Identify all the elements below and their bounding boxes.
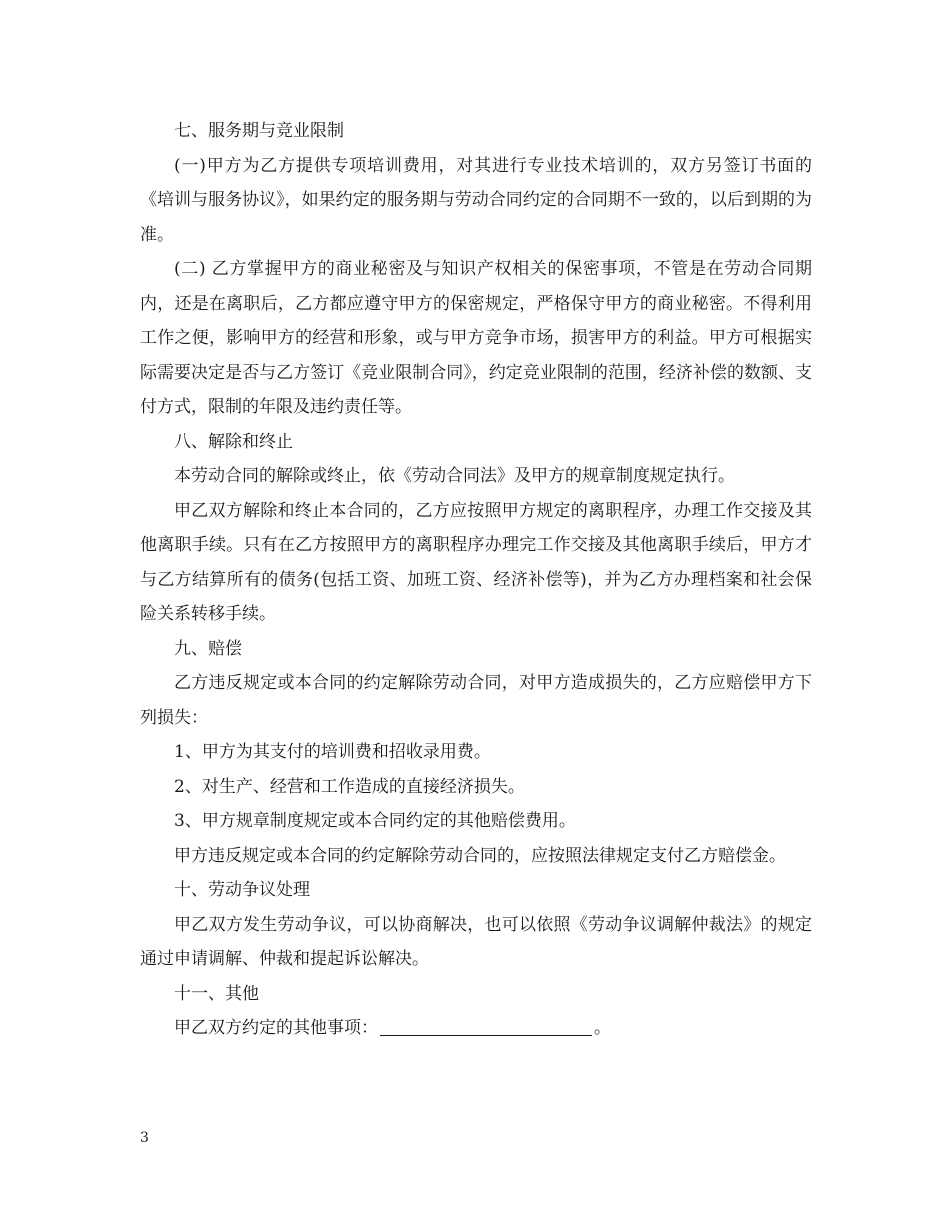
section-heading-7: 七、服务期与竞业限制 xyxy=(174,121,344,141)
paragraph: 乙方违反规定或本合同的约定解除劳动合同，对甲方造成损失的，乙方应赔偿甲方下列损失： xyxy=(140,673,812,728)
section-heading-10: 十、劳动争议处理 xyxy=(174,880,310,900)
other-matters-line xyxy=(140,1011,812,1046)
paragraph: (二) 乙方掌握甲方的商业秘密及与知识产权相关的保密事项，不管是在劳动合同期内，还是在离职后，乙方都应遵守甲方的保密规定，严格保守甲方的商业秘密。不得利用工作之便，影响甲方的经营和形象，或与甲方竞争市场，损害甲方的利益。甲方可根据实际需要决定是否与乙方签订《竞业限制合同》，约定竞业限制的范围，经济补偿的数额、支付方式，限制的年限及违约责任等。 xyxy=(140,259,812,417)
paragraph: (一)甲方为乙方提供专项培训费用，对其进行专业技术培训的，双方另签订书面的《培训与服务协议》，如果约定的服务期与劳动合同约定的合同期不一致的，以后到期的为准。 xyxy=(140,155,812,245)
paragraph: 甲乙双方解除和终止本合同的，乙方应按照甲方规定的离职程序，办理工作交接及其他离职手续。只有在乙方按照甲方的离职程序办理完工作交接及其他离职手续后，甲方才与乙方结算所有的债务(包括工资、加班工资、经济补偿等)，并为乙方办理档案和社会保险关系转移手续。 xyxy=(140,500,812,624)
list-item: 3、甲方规章制度规定或本合同约定的其他赔偿费用。 xyxy=(174,811,576,831)
line-end-punctuation: 。 xyxy=(594,1018,611,1038)
fill-in-blank xyxy=(380,1013,592,1036)
paragraph: 甲方违反规定或本合同的约定解除劳动合同的，应按照法律规定支付乙方赔偿金。 xyxy=(174,845,786,866)
section-heading-9: 九、赔偿 xyxy=(174,638,242,659)
paragraph: 甲乙双方发生劳动争议，可以协商解决，也可以依照《劳动争议调解仲裁法》的规定通过申请调解、仲裁和提起诉讼解决。 xyxy=(140,914,812,969)
section-heading-11: 十一、其他 xyxy=(174,983,259,1004)
page-number: 3 xyxy=(140,1130,149,1146)
document-body xyxy=(140,114,812,1046)
section-heading-8: 八、解除和终止 xyxy=(174,431,293,452)
other-matters-label: 甲乙双方约定的其他事项： xyxy=(174,1018,378,1038)
list-item: 1、甲方为其支付的培训费和招收录用费。 xyxy=(174,742,491,762)
paragraph: 本劳动合同的解除或终止，依《劳动合同法》及甲方的规章制度规定执行。 xyxy=(174,466,735,486)
list-item: 2、对生产、经营和工作造成的直接经济损失。 xyxy=(174,776,525,797)
